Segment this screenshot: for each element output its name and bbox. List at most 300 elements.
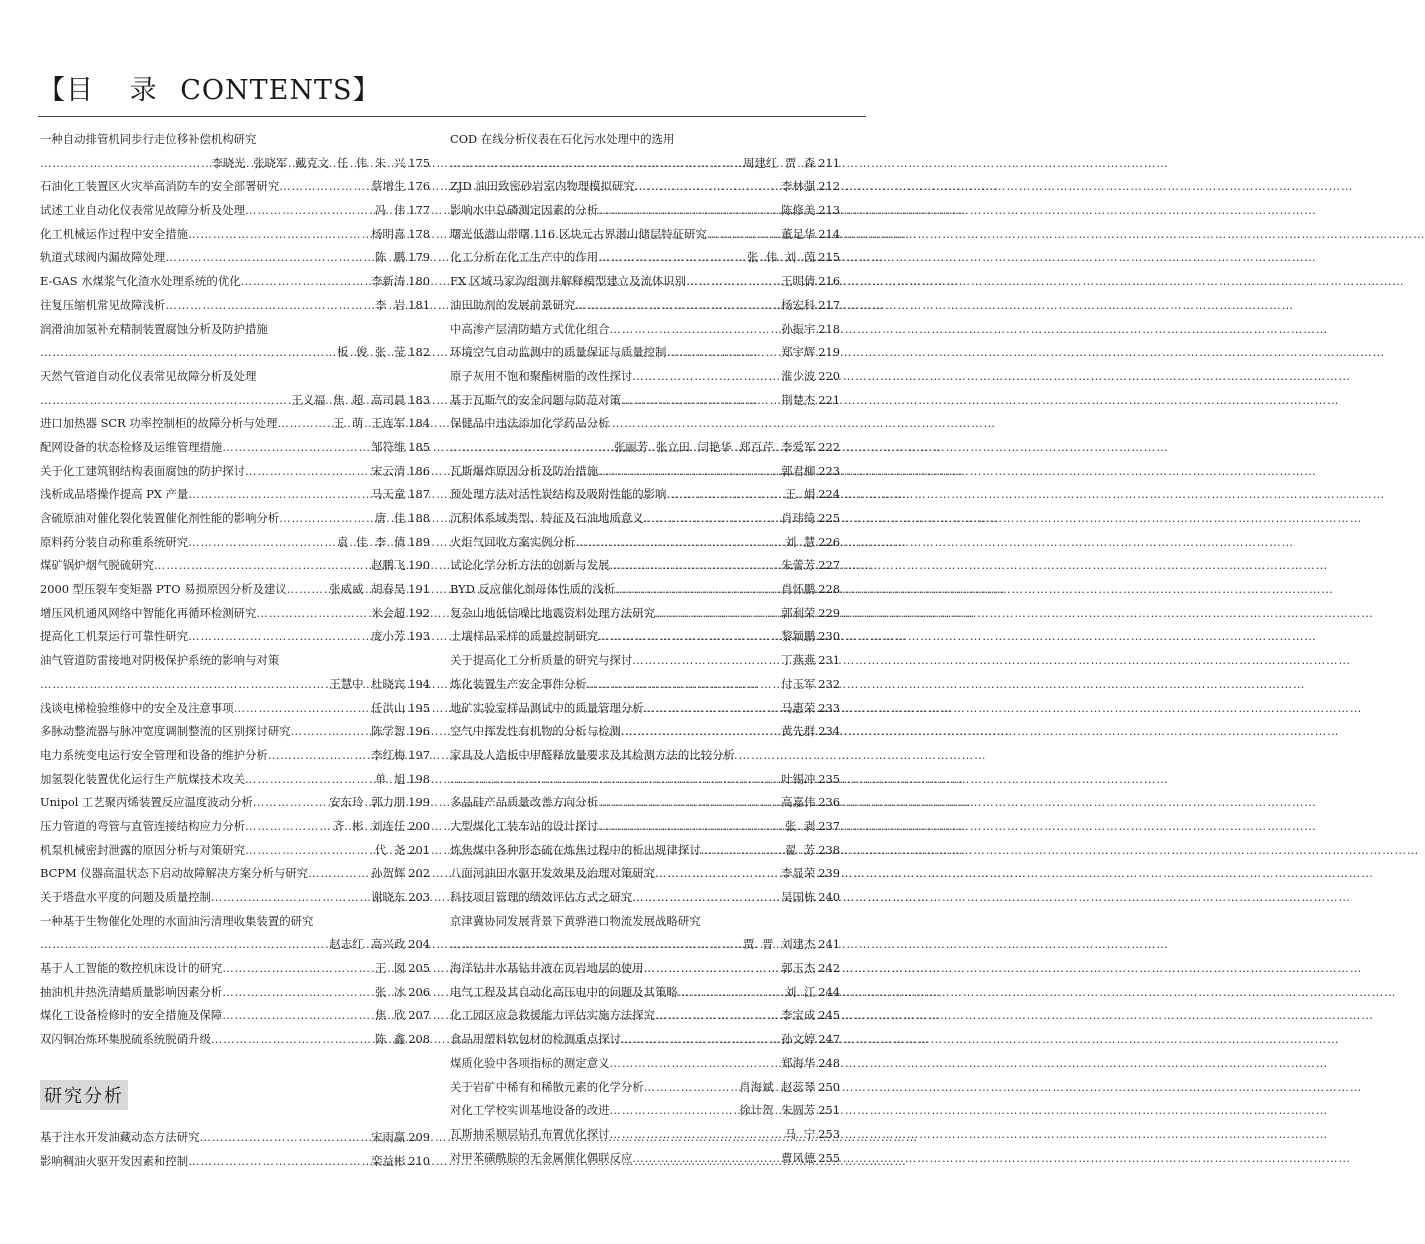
dot-leader	[598, 199, 779, 223]
dot-leader	[632, 886, 779, 910]
entry-title: 浅谈电梯检验维修中的安全及注意事项	[40, 700, 234, 715]
entry-title: 一种自动排管机同步行走位移补偿机构研究	[40, 132, 257, 146]
entry-page: 237	[818, 818, 840, 833]
entry-page: 208	[408, 1032, 430, 1047]
toc-left-column-section	[40, 1126, 430, 1173]
dot-leader	[199, 1126, 369, 1150]
toc-entry[interactable]	[40, 1126, 430, 1150]
toc-entry[interactable]	[40, 436, 430, 460]
entry-page: 245	[818, 1008, 840, 1023]
toc-entry[interactable]	[450, 531, 840, 555]
toc-entry[interactable]	[40, 1004, 430, 1028]
entry-title: 煤矿锅炉烟气脱硫研究	[40, 558, 154, 573]
toc-entry[interactable]	[450, 341, 840, 365]
entry-page: 194	[408, 676, 430, 691]
entry-title: 天然气管道自动化仪表常见故障分析及处理	[40, 368, 257, 383]
toc-left-column	[40, 128, 430, 1052]
entry-title: 关于塔盘水平度的问题及质量控制	[40, 890, 211, 904]
entry-title: 提高化工机泵运行可靠性研究	[40, 629, 189, 644]
toc-entry[interactable]	[40, 768, 430, 792]
toc-entry[interactable]	[40, 223, 430, 247]
dot-leader	[609, 554, 779, 578]
toc-entry[interactable]	[450, 602, 840, 626]
entry-authors: 李红梅	[371, 747, 406, 762]
toc-entry[interactable]	[40, 483, 430, 507]
entry-authors: 杨明喜	[371, 226, 406, 241]
entry-authors: 马惠荣	[781, 700, 816, 715]
entry-authors: 郑宇辉	[781, 345, 816, 360]
entry-page: 209	[408, 1130, 430, 1144]
dot-leader	[632, 649, 779, 673]
toc-entry[interactable]	[40, 886, 430, 910]
entry-title: 科技项目管理的绩效评估方式之研究	[450, 890, 633, 904]
entry-page: 231	[818, 653, 840, 668]
entry-page: 188	[408, 511, 430, 525]
entry-page: 216	[818, 274, 840, 289]
dot-leader	[308, 862, 369, 886]
entry-page: 175	[408, 155, 430, 170]
dot-leader	[609, 318, 779, 342]
entry-title: 瓦斯抽采顺层钻孔布置优化探讨	[450, 1126, 610, 1141]
toc-entry[interactable]	[450, 910, 840, 957]
entry-page: 178	[408, 226, 430, 241]
toc-entry[interactable]	[450, 1147, 840, 1171]
entry-page: 247	[818, 1032, 840, 1047]
toc-entry[interactable]	[450, 815, 840, 839]
toc-entry[interactable]	[450, 649, 840, 673]
entry-authors: 任洪山	[371, 700, 406, 715]
dot-leader	[450, 933, 741, 957]
entry-authors: 翟 芳	[784, 842, 816, 857]
entry-page: 218	[818, 321, 840, 336]
toc-entry[interactable]	[450, 460, 840, 484]
entry-page: 203	[408, 890, 430, 904]
entry-title: 家具及人造板中甲醛释放量要求及其检测方法的比较分析	[450, 747, 735, 762]
toc-entry[interactable]	[450, 128, 840, 175]
dot-leader	[632, 1147, 779, 1171]
toc-entry[interactable]	[40, 910, 430, 957]
toc-entry[interactable]	[40, 625, 430, 649]
mulu-title: 目 录	[66, 75, 171, 106]
entry-authors: 贾 晋 刘建杰	[743, 937, 816, 952]
dot-leader	[644, 957, 779, 981]
entry-authors: 肖玮绮	[781, 511, 816, 525]
entry-page: 193	[408, 629, 430, 644]
dot-leader	[256, 602, 369, 626]
dot-leader	[701, 839, 783, 863]
entry-page: 241	[818, 937, 840, 952]
toc-entry[interactable]	[450, 1052, 840, 1076]
entry-page: 228	[818, 582, 840, 597]
entry-authors: 荆楚杰	[781, 392, 816, 407]
entry-title: 空气中挥发性有机物的分析与检测	[450, 724, 621, 739]
dot-leader	[279, 507, 373, 531]
dot-leader	[686, 270, 779, 294]
entry-page: 214	[818, 226, 840, 241]
entry-authors: 邹符维	[371, 439, 406, 454]
toc-entry[interactable]	[40, 318, 430, 365]
toc-entry[interactable]	[40, 554, 430, 578]
entry-title: 煤化工设备检修时的安全措施及保障	[40, 1008, 223, 1023]
entry-page: 201	[408, 842, 430, 857]
toc-entry[interactable]	[450, 294, 840, 318]
entry-page: 239	[818, 866, 840, 881]
entry-page: 179	[408, 250, 430, 265]
toc-entry[interactable]	[450, 862, 840, 886]
dot-leader	[287, 578, 328, 602]
toc-entry[interactable]	[450, 578, 840, 602]
entry-authors: 栾益彬	[371, 1153, 406, 1168]
entry-title: 曙光低潜山带曙 116 区块元古界潜山储层特征研究	[450, 226, 707, 241]
header-rule	[38, 116, 866, 117]
entry-page: 190	[408, 558, 430, 573]
entry-page: 197	[408, 747, 430, 762]
toc-entry[interactable]	[450, 1123, 840, 1147]
entry-page: 211	[818, 155, 840, 170]
entry-title: 基于人工智能的数控机床设计的研究	[40, 961, 223, 976]
bracket-open: 【	[38, 75, 66, 106]
dot-leader	[575, 294, 779, 318]
entry-authors: 叶锡冲	[781, 771, 816, 786]
entry-authors: 李 岩	[374, 297, 406, 312]
dot-leader	[609, 1052, 779, 1076]
entry-page: 187	[408, 487, 430, 502]
toc-entry[interactable]	[450, 1004, 840, 1028]
dot-leader	[615, 578, 779, 602]
entry-authors: 谢晓东	[371, 890, 406, 904]
toc-entry[interactable]	[450, 412, 840, 459]
entry-authors: 黎颖鹏	[781, 629, 816, 644]
entry-page: 207	[408, 1008, 430, 1023]
toc-entry[interactable]	[40, 246, 430, 270]
entry-title: 浅析成品塔操作提高 PX 产量	[40, 487, 189, 502]
dot-leader	[655, 602, 779, 626]
entry-authors: 代 尧	[374, 842, 406, 857]
entry-title: 往复压缩机常见故障浅析	[40, 297, 166, 312]
dot-leader	[587, 673, 779, 697]
entry-page: 236	[818, 795, 840, 810]
entry-authors: 米会超	[371, 605, 406, 620]
entry-title: 土壤样品采样的质量控制研究	[450, 629, 599, 644]
entry-title: 一种基于生物催化处理的水面油污清理收集装置的研究	[40, 913, 314, 928]
dot-leader	[245, 839, 373, 863]
entry-authors: 郭玉杰	[781, 961, 816, 976]
entry-title: 油气管道防雷接地对阴极保护系统的影响与对策	[40, 653, 280, 668]
entry-authors: 董足华	[781, 226, 816, 241]
entry-title: 大型煤化工装车站的设计探讨	[450, 818, 599, 833]
entry-authors: 单 旭	[374, 771, 406, 786]
entry-page: 191	[408, 582, 430, 597]
dot-leader	[598, 625, 779, 649]
entry-page: 184	[408, 416, 430, 431]
entry-authors: 安东玲 郭力朋	[329, 795, 406, 810]
toc-entry[interactable]	[40, 649, 430, 696]
toc-entry[interactable]	[450, 199, 840, 223]
toc-entry[interactable]	[40, 815, 430, 839]
entry-authors: 陈学智	[371, 724, 406, 739]
toc-entry[interactable]	[450, 744, 840, 791]
entry-title: 环境空气自动监测中的质量保证与质量控制	[450, 345, 667, 360]
entry-authors: 高嘉伟	[781, 795, 816, 810]
dot-leader	[245, 768, 373, 792]
dot-leader	[635, 175, 779, 199]
dot-leader	[450, 768, 779, 792]
toc-entry[interactable]	[40, 839, 430, 863]
dot-leader	[621, 389, 779, 413]
bracket-close: 】	[352, 75, 381, 106]
entry-page: 198	[408, 771, 430, 786]
entry-authors: 陈修美	[781, 203, 816, 218]
entry-authors: 李晓光 张晓军 戴克文 任 伟 朱 兴	[211, 155, 406, 170]
entry-title: 润滑油加氢补充精制装置腐蚀分析及防护措施	[40, 321, 268, 336]
dot-leader	[211, 1028, 373, 1052]
toc-entry[interactable]	[40, 294, 430, 318]
entry-authors: 王慧中 杜晓宾	[329, 676, 406, 691]
entry-title: 基于瓦斯气的安全问题与防范对策	[450, 392, 621, 407]
entry-page: 226	[818, 534, 840, 549]
dot-leader	[644, 697, 779, 721]
entry-title: 石油化工装置区火灾举高消防车的安全部署研究	[40, 179, 280, 194]
toc-entry[interactable]	[450, 957, 840, 981]
toc-entry[interactable]	[40, 791, 430, 815]
dot-leader	[450, 436, 612, 460]
entry-page: 206	[408, 984, 430, 999]
entry-title: 双闪铜冶炼环集脱硫系统脱硝升级	[40, 1032, 211, 1047]
entry-title: 沉积体系域类型、特征及石油地质意义	[450, 511, 644, 525]
toc-entry[interactable]	[450, 270, 840, 294]
entry-title: 火炬气回收方案实例分析	[450, 534, 576, 549]
entry-authors: 孙振宇	[781, 321, 816, 336]
dot-leader	[450, 152, 741, 176]
toc-entry[interactable]	[450, 673, 840, 697]
dot-leader	[222, 436, 369, 460]
toc-right-column	[450, 128, 840, 1170]
entry-page: 199	[408, 795, 430, 810]
dot-leader	[291, 720, 369, 744]
toc-entry[interactable]	[450, 223, 840, 247]
dot-leader	[609, 1099, 737, 1123]
entry-page: 230	[818, 629, 840, 644]
dot-leader	[165, 294, 373, 318]
entry-page: 219	[818, 345, 840, 360]
entry-page: 210	[408, 1153, 430, 1168]
entry-authors: 杨宏科	[781, 297, 816, 312]
dot-leader	[188, 531, 335, 555]
entry-title: 配网设备的状态检修及运维管理措施	[40, 439, 223, 454]
entry-authors: 孙文婷	[781, 1032, 816, 1047]
toc-entry[interactable]	[450, 1076, 840, 1100]
entry-title: 化工机械运作过程中安全措施	[40, 226, 189, 241]
dot-leader	[222, 957, 373, 981]
entry-page: 177	[408, 203, 430, 218]
entry-title: 影响水中总磷测定因素的分析	[450, 203, 599, 218]
entry-title: 海洋钻井水基钻井液在页岩地层的使用	[450, 961, 644, 976]
entry-authors: 李新涛	[371, 274, 406, 289]
dot-leader	[644, 1076, 738, 1100]
entry-authors: 王 囡	[374, 961, 406, 976]
entry-title: 京津冀协同发展背景下黄骅港口物流发展战略研究	[450, 913, 701, 928]
entry-page: 213	[818, 203, 840, 218]
toc-entry[interactable]	[450, 554, 840, 578]
entry-authors: 吴国栋	[781, 890, 816, 904]
toc-entry[interactable]	[40, 365, 430, 412]
toc-entry[interactable]	[450, 365, 840, 389]
entry-title: 机泵机械密封泄露的原因分析与对策研究	[40, 842, 246, 857]
dot-leader	[632, 365, 779, 389]
entry-page: 176	[408, 179, 430, 194]
entry-title: 抽油机井热洗清蜡质量影响因素分析	[40, 984, 223, 999]
entry-page: 224	[818, 487, 840, 502]
entry-title: Unipol 工艺聚丙烯装置反应温度波动分析	[40, 795, 253, 810]
entry-title: COD 在线分析仪表在石化污水处理中的选用	[450, 132, 675, 146]
toc-entry[interactable]	[40, 578, 430, 602]
entry-page: 180	[408, 274, 430, 289]
dot-leader	[40, 389, 289, 413]
toc-entry[interactable]	[450, 981, 840, 1005]
entry-page: 183	[408, 392, 430, 407]
dot-leader	[598, 460, 779, 484]
entry-authors: 袁 佳 李 倩	[336, 534, 406, 549]
entry-page: 253	[818, 1126, 840, 1141]
entry-authors: 齐 彬 刘连任	[333, 818, 406, 833]
section-title: 研究分析	[40, 1080, 128, 1110]
toc-entry[interactable]	[40, 957, 430, 981]
entry-title: 油田助剂的发展前景研究	[450, 297, 576, 312]
entry-page: 212	[818, 179, 840, 194]
entry-authors: 陈 鑫	[374, 1032, 406, 1047]
entry-page: 229	[818, 605, 840, 620]
contents-title: CONTENTS	[180, 75, 353, 106]
entry-authors: 郭利荣	[781, 605, 816, 620]
toc-entry[interactable]	[40, 744, 430, 768]
toc-entry[interactable]	[450, 839, 840, 863]
toc-entry[interactable]	[450, 483, 840, 507]
entry-authors: 马天童	[371, 487, 406, 502]
toc-entry[interactable]	[40, 720, 430, 744]
entry-authors: 丁燕燕	[781, 653, 816, 668]
entry-title: 影响稠油火驱开发因素和控制	[40, 1153, 189, 1168]
entry-title: 多晶硅产品质量改善方向分析	[450, 795, 599, 810]
dot-leader	[253, 791, 327, 815]
entry-authors: 陈 鹏	[374, 250, 406, 265]
entry-authors: 李宝成	[781, 1008, 816, 1023]
dot-leader	[609, 1123, 782, 1147]
dot-leader	[40, 341, 335, 365]
dot-leader	[666, 483, 782, 507]
toc-entry[interactable]	[450, 625, 840, 649]
toc-entry[interactable]	[40, 175, 430, 199]
toc-entry[interactable]	[40, 412, 430, 436]
entry-page: 192	[408, 605, 430, 620]
entry-authors: 王明倩	[781, 274, 816, 289]
toc-entry[interactable]	[40, 981, 430, 1005]
dot-leader	[279, 175, 369, 199]
entry-title: 对甲苯磺酰腙的无金属催化偶联反应	[450, 1150, 633, 1165]
entry-page: 222	[818, 439, 840, 454]
toc-entry[interactable]	[450, 175, 840, 199]
toc-entry[interactable]	[450, 791, 840, 815]
entry-title: 关于化工建筑钢结构表面腐蚀的防护探讨	[40, 463, 246, 478]
entry-authors: 蔡增生	[371, 179, 406, 194]
toc-entry[interactable]	[450, 1099, 840, 1123]
entry-page: 202	[408, 866, 430, 881]
dot-leader	[277, 412, 331, 436]
toc-entry[interactable]	[450, 1028, 840, 1052]
entry-page: 195	[408, 700, 430, 715]
entry-page: 232	[818, 676, 840, 691]
entry-authors: 朱蕾芳	[781, 558, 816, 573]
entry-page: 182	[408, 345, 430, 360]
entry-page: 186	[408, 463, 430, 478]
entry-authors: 王义福 焦 超 高司晨	[291, 392, 406, 407]
entry-title: 压力管道的弯管与直管连接结构应力分析	[40, 818, 246, 833]
entry-title: 增压风机通风网络中智能化再循环检测研究	[40, 605, 257, 620]
toc-entry[interactable]	[450, 246, 840, 270]
toc-entry[interactable]	[40, 199, 430, 223]
dot-leader	[707, 223, 779, 247]
toc-entry[interactable]	[450, 389, 840, 413]
entry-title: 轨道式球阀内漏故障处理	[40, 250, 166, 265]
dot-leader	[165, 246, 373, 270]
entry-page: 227	[818, 558, 840, 573]
toc-entry[interactable]	[40, 862, 430, 886]
dot-leader	[222, 1004, 373, 1028]
dot-leader	[598, 815, 783, 839]
dot-leader	[655, 862, 779, 886]
entry-title: 电力系统变电运行安全管理和设备的维护分析	[40, 747, 268, 762]
entry-page: 251	[818, 1103, 840, 1118]
entry-authors: 肖海斌 赵蕊琴	[739, 1079, 816, 1094]
entry-authors: 马 宁	[784, 1126, 816, 1141]
entry-title: 保健品中违法添加化学药品分析	[450, 416, 610, 431]
entry-page: 196	[408, 724, 430, 739]
toc-entry[interactable]	[450, 507, 840, 531]
dot-leader	[188, 625, 369, 649]
toc-entry[interactable]	[40, 128, 430, 175]
entry-page: 235	[818, 771, 840, 786]
dot-leader	[644, 507, 779, 531]
entry-title: 化工园区应急救援能力评估实施方法探究	[450, 1008, 656, 1023]
toc-entry[interactable]	[40, 697, 430, 721]
toc-entry[interactable]	[40, 507, 430, 531]
entry-title: 中高渗产层清防蜡方式优化组合	[450, 321, 610, 336]
entry-title: 食品用塑料软包材的检测重点探讨	[450, 1032, 621, 1047]
entry-authors: 张 剥	[784, 818, 816, 833]
entry-page: 200	[408, 818, 430, 833]
dot-leader	[222, 981, 373, 1005]
toc-entry[interactable]	[40, 270, 430, 294]
dot-leader	[234, 697, 369, 721]
dot-leader	[188, 483, 369, 507]
toc-entry[interactable]	[40, 602, 430, 626]
toc-entry[interactable]	[450, 318, 840, 342]
dot-leader	[575, 531, 783, 555]
entry-title: 炼化装置生产安全事件分析	[450, 676, 587, 691]
entry-page: 242	[818, 961, 840, 976]
toc-entry[interactable]	[40, 460, 430, 484]
entry-authors: 徐计贺 朱圆芳	[739, 1103, 816, 1118]
toc-entry[interactable]	[40, 1150, 430, 1174]
entry-title: 预处理方法对活性炭结构及吸附性能的影响	[450, 487, 667, 502]
toc-entry[interactable]	[40, 531, 430, 555]
entry-authors: 唐 佳	[374, 511, 406, 525]
toc-entry[interactable]	[450, 720, 840, 744]
toc-entry[interactable]	[450, 697, 840, 721]
toc-entry[interactable]	[40, 1028, 430, 1052]
entry-authors: 王 萌 王连军	[333, 416, 406, 431]
toc-entry[interactable]	[450, 886, 840, 910]
dot-leader	[678, 981, 783, 1005]
